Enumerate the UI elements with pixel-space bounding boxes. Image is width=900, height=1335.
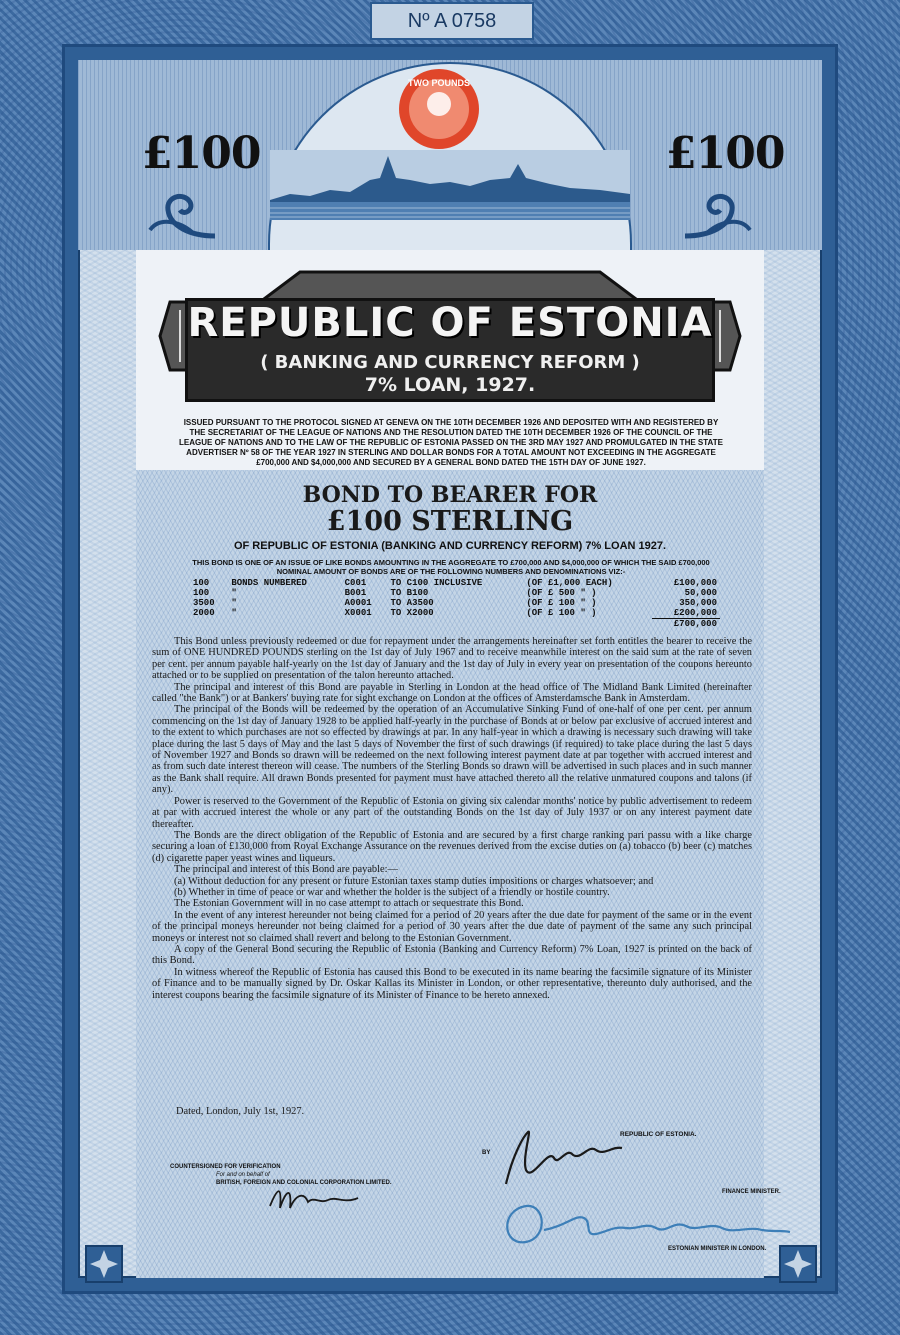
row-count: 3500 xyxy=(193,598,215,608)
table-row xyxy=(190,608,720,619)
table-row xyxy=(190,588,720,598)
row-count: 2000 xyxy=(193,608,215,619)
document-title: REPUBLIC OF ESTONIA xyxy=(187,300,713,346)
finance-minister-signature xyxy=(492,1118,642,1190)
document-subtitle: ( BANKING AND CURRENCY REFORM ) xyxy=(260,352,640,373)
row-count: 100 xyxy=(193,588,210,598)
corner-ornament-icon xyxy=(778,1244,818,1284)
row-from: B001 xyxy=(344,588,367,598)
denomination-left: £100 xyxy=(142,128,261,179)
scroll-ornament-right-icon xyxy=(680,186,760,242)
countersigned-label: COUNTERSIGNED FOR VERIFICATION xyxy=(170,1164,281,1170)
terms-paragraph: In witness whereof the Republic of Estonia has caused this Bond to be executed in its name bearing the facsimile signature of its Minister of Finance and to be manually signed by Dr. Oskar Kallas its Minister in London, or other representative, thereunto duly authorised, and the interest coupons bearing the facsimile signature of its Minister of Finance to be hereto annexed. xyxy=(152,966,752,1001)
total-amount: £700,000 xyxy=(652,619,720,630)
for-behalf-label: For and on behalf of xyxy=(216,1172,270,1178)
loan-title: 7% LOAN, 1927. xyxy=(364,374,536,396)
row-amount: 50,000 xyxy=(684,588,717,598)
serial-number: Nº A 0758 xyxy=(370,2,534,40)
dated-line: Dated, London, July 1st, 1927. xyxy=(176,1106,305,1117)
two-pounds-stamp xyxy=(396,66,482,152)
corporation-label: BRITISH, FOREIGN AND COLONIAL CORPORATION LIMITED. xyxy=(216,1180,392,1186)
terms-paragraph: The principal and interest of this Bond are payable in Sterling in London at the head office of The Midland Bank Limited (hereinafter called "the Bank") or at Bankers' buying rate for sight exchange on London at the offices of Amsterdamsche Bank in Amsterdam. xyxy=(152,681,752,705)
finance-minister-label: FINANCE MINISTER. xyxy=(722,1189,781,1195)
row-label: " xyxy=(231,598,237,608)
row-label: " xyxy=(231,588,237,598)
scroll-ornament-left-icon xyxy=(140,186,220,242)
denominations-table xyxy=(190,578,720,629)
minister-in-london-signature xyxy=(496,1196,796,1252)
row-amount: £200,000 xyxy=(673,608,717,618)
terms-paragraph: Power is reserved to the Government of the Republic of Estonia on giving six calendar months' notice by public advertisement to redeem at par with accrued interest the whole or any part of the outstanding Bonds on the 1st day of July 1937 or on any interest payment date thereafter. xyxy=(152,795,752,830)
terms-paragraph: In the event of any interest hereunder not being claimed for a period of 20 years after the due date for payment of the same or in the event of the principal moneys hereunder not being claimed for a period of 30 years after the due date of payment of the same any such principal moneys or interest not so claimed shall revert and belong to the Estonian Government. xyxy=(152,909,752,944)
tallinn-skyline-vignette xyxy=(270,150,630,220)
terms-paragraph: A copy of the General Bond securing the Republic of Estonia (Banking and Currency Reform) 7% Loan, 1927 is printed on the back of this Bond. xyxy=(152,943,752,967)
issued-note: ISSUED PURSUANT TO THE PROTOCOL SIGNED AT GENEVA ON THE 10TH DECEMBER 1926 AND DEPOSITED WITH AND REGISTERED BY THE SECRETARIAT OF THE LEAGUE OF NATIONS AND THE RESOLUTION DATED THE 10TH DECEMBER 1926 OF THE COUNCIL OF THE LEAGUE OF NATIONS AND TO THE LAW OF THE REPUBLIC OF ESTONIA PASSED ON THE 3RD MAY 1927 AND PROMULGATED IN THE STATE ADVERTISER Nº 58 OF THE YEAR 1927 IN STERLING AND DOLLAR BONDS FOR A TOTAL AMOUNT NOT EXCEEDING IN THE AGGREGATE £700,000 AND $4,000,000 AND SECURED BY A GENERAL BOND DATED THE 15TH DAY OF JUNE 1927. xyxy=(179,418,723,467)
table-total-row xyxy=(190,619,720,630)
row-count: 100 xyxy=(193,578,210,588)
row-to: TO C100 INCLUSIVE xyxy=(390,578,483,588)
row-denom: (OF £ 100 " ) xyxy=(526,608,597,619)
row-from: A0001 xyxy=(344,598,372,608)
bond-title-line2: £100 STERLING xyxy=(326,506,574,537)
terms-clause: (b) Whether in time of peace or war and whether the holder is the subject of a friendly or hostile country. xyxy=(174,886,610,898)
terms-paragraph: The principal of the Bonds will be redeemed by the operation of an Accumulative Sinking Fund of one-half of one per cent. per annum commencing on the 1st day of January 1928 to be applied half-yearly in the purchase of Bonds at or below par exclusive of accrued interest and to the extent to which purchases are not so effected by drawings at par. In any half-year in which a drawing is necessary such drawing will take place during the last 5 days of May and the last 5 days of November the first of such drawings (if required) to take place during the last 5 days of November 1927 and Bonds so drawn will be redeemed on the next following interest payment date at par together with accrued interest and as from such date interest thereon will cease. The numbers of the Sterling Bonds so drawn will be advertised in such places and in such manner as the Bank shall require. All drawn Bonds presented for payment must have attached thereto all the relative unmatured coupons and talons (if any). xyxy=(152,704,752,796)
row-to: TO X2000 xyxy=(390,608,434,619)
countersign-signature xyxy=(264,1180,364,1216)
bond-of-line: OF REPUBLIC OF ESTONIA (BANKING AND CURRENCY REFORM) 7% LOAN 1927. xyxy=(233,540,667,552)
table-row xyxy=(190,598,720,608)
estonian-minister-label: ESTONIAN MINISTER IN LONDON. xyxy=(668,1246,767,1252)
row-amount: 350,000 xyxy=(679,598,717,608)
terms-paragraph: The Estonian Government will in no case attempt to attach or sequestrate this Bond. xyxy=(174,898,524,910)
stamp-text: TWO POUNDS xyxy=(408,78,470,88)
bond-terms xyxy=(152,636,752,1001)
row-to: TO A3500 xyxy=(390,598,434,608)
row-denom: (OF £ 500 " ) xyxy=(526,588,597,598)
row-label: " xyxy=(231,608,237,619)
terms-paragraph: The Bonds are the direct obligation of the Republic of Estonia and are secured by a first charge ranking pari passu with a like charge securing a loan of £130,000 from Royal Exchange Assurance on the revenues derived from the excise duties on (a) tobacco (b) beer (c) matches (d) cigarette paper yeast wines and liqueurs. xyxy=(152,829,752,864)
denomination-right: £100 xyxy=(666,128,785,179)
row-denom: (OF £ 100 " ) xyxy=(526,598,597,608)
terms-paragraph: This Bond unless previously redeemed or due for repayment under the arrangements hereinafter set forth entitles the bearer to receive the sum of ONE HUNDRED POUNDS sterling on the 1st day of July 1967 and to receive meanwhile interest on the said sum at the rate of seven per cent. per annum payable half-yearly on the 1st day of January and the 1st day of July in every year on presentation of the coupons hereunto attached or to be supplied on presentation of the talon hereunto attached. xyxy=(152,636,752,682)
row-to: TO B100 xyxy=(390,588,429,598)
row-from: X0001 xyxy=(344,608,372,619)
republic-label: REPUBLIC OF ESTONIA. xyxy=(620,1131,697,1138)
row-amount: £100,000 xyxy=(673,578,717,588)
terms-paragraph: The principal and interest of this Bond are payable:— xyxy=(174,864,398,876)
row-from: C001 xyxy=(344,578,367,588)
row-label: BONDS NUMBERED xyxy=(231,578,307,588)
issue-note: THIS BOND IS ONE OF AN ISSUE OF LIKE BONDS AMOUNTING IN THE AGGREGATE TO £700,000 AND $4,000,000 OF WHICH THE SAID £700,000 NOMINAL AMOUNT OF BONDS ARE OF THE FOLLOWING NUMBERS AND DENOMINATIONS VIZ:- xyxy=(192,558,710,576)
row-denom: (OF £1,000 EACH) xyxy=(526,578,613,588)
table-row xyxy=(190,578,720,588)
bond-title-line1: BOND TO BEARER FOR xyxy=(302,482,598,508)
terms-clause: (a) Without deduction for any present or future Estonian taxes stamp duties impositions or charges whatsoever; and xyxy=(174,875,654,887)
corner-ornament-icon xyxy=(84,1244,124,1284)
by-label: BY xyxy=(482,1150,491,1156)
